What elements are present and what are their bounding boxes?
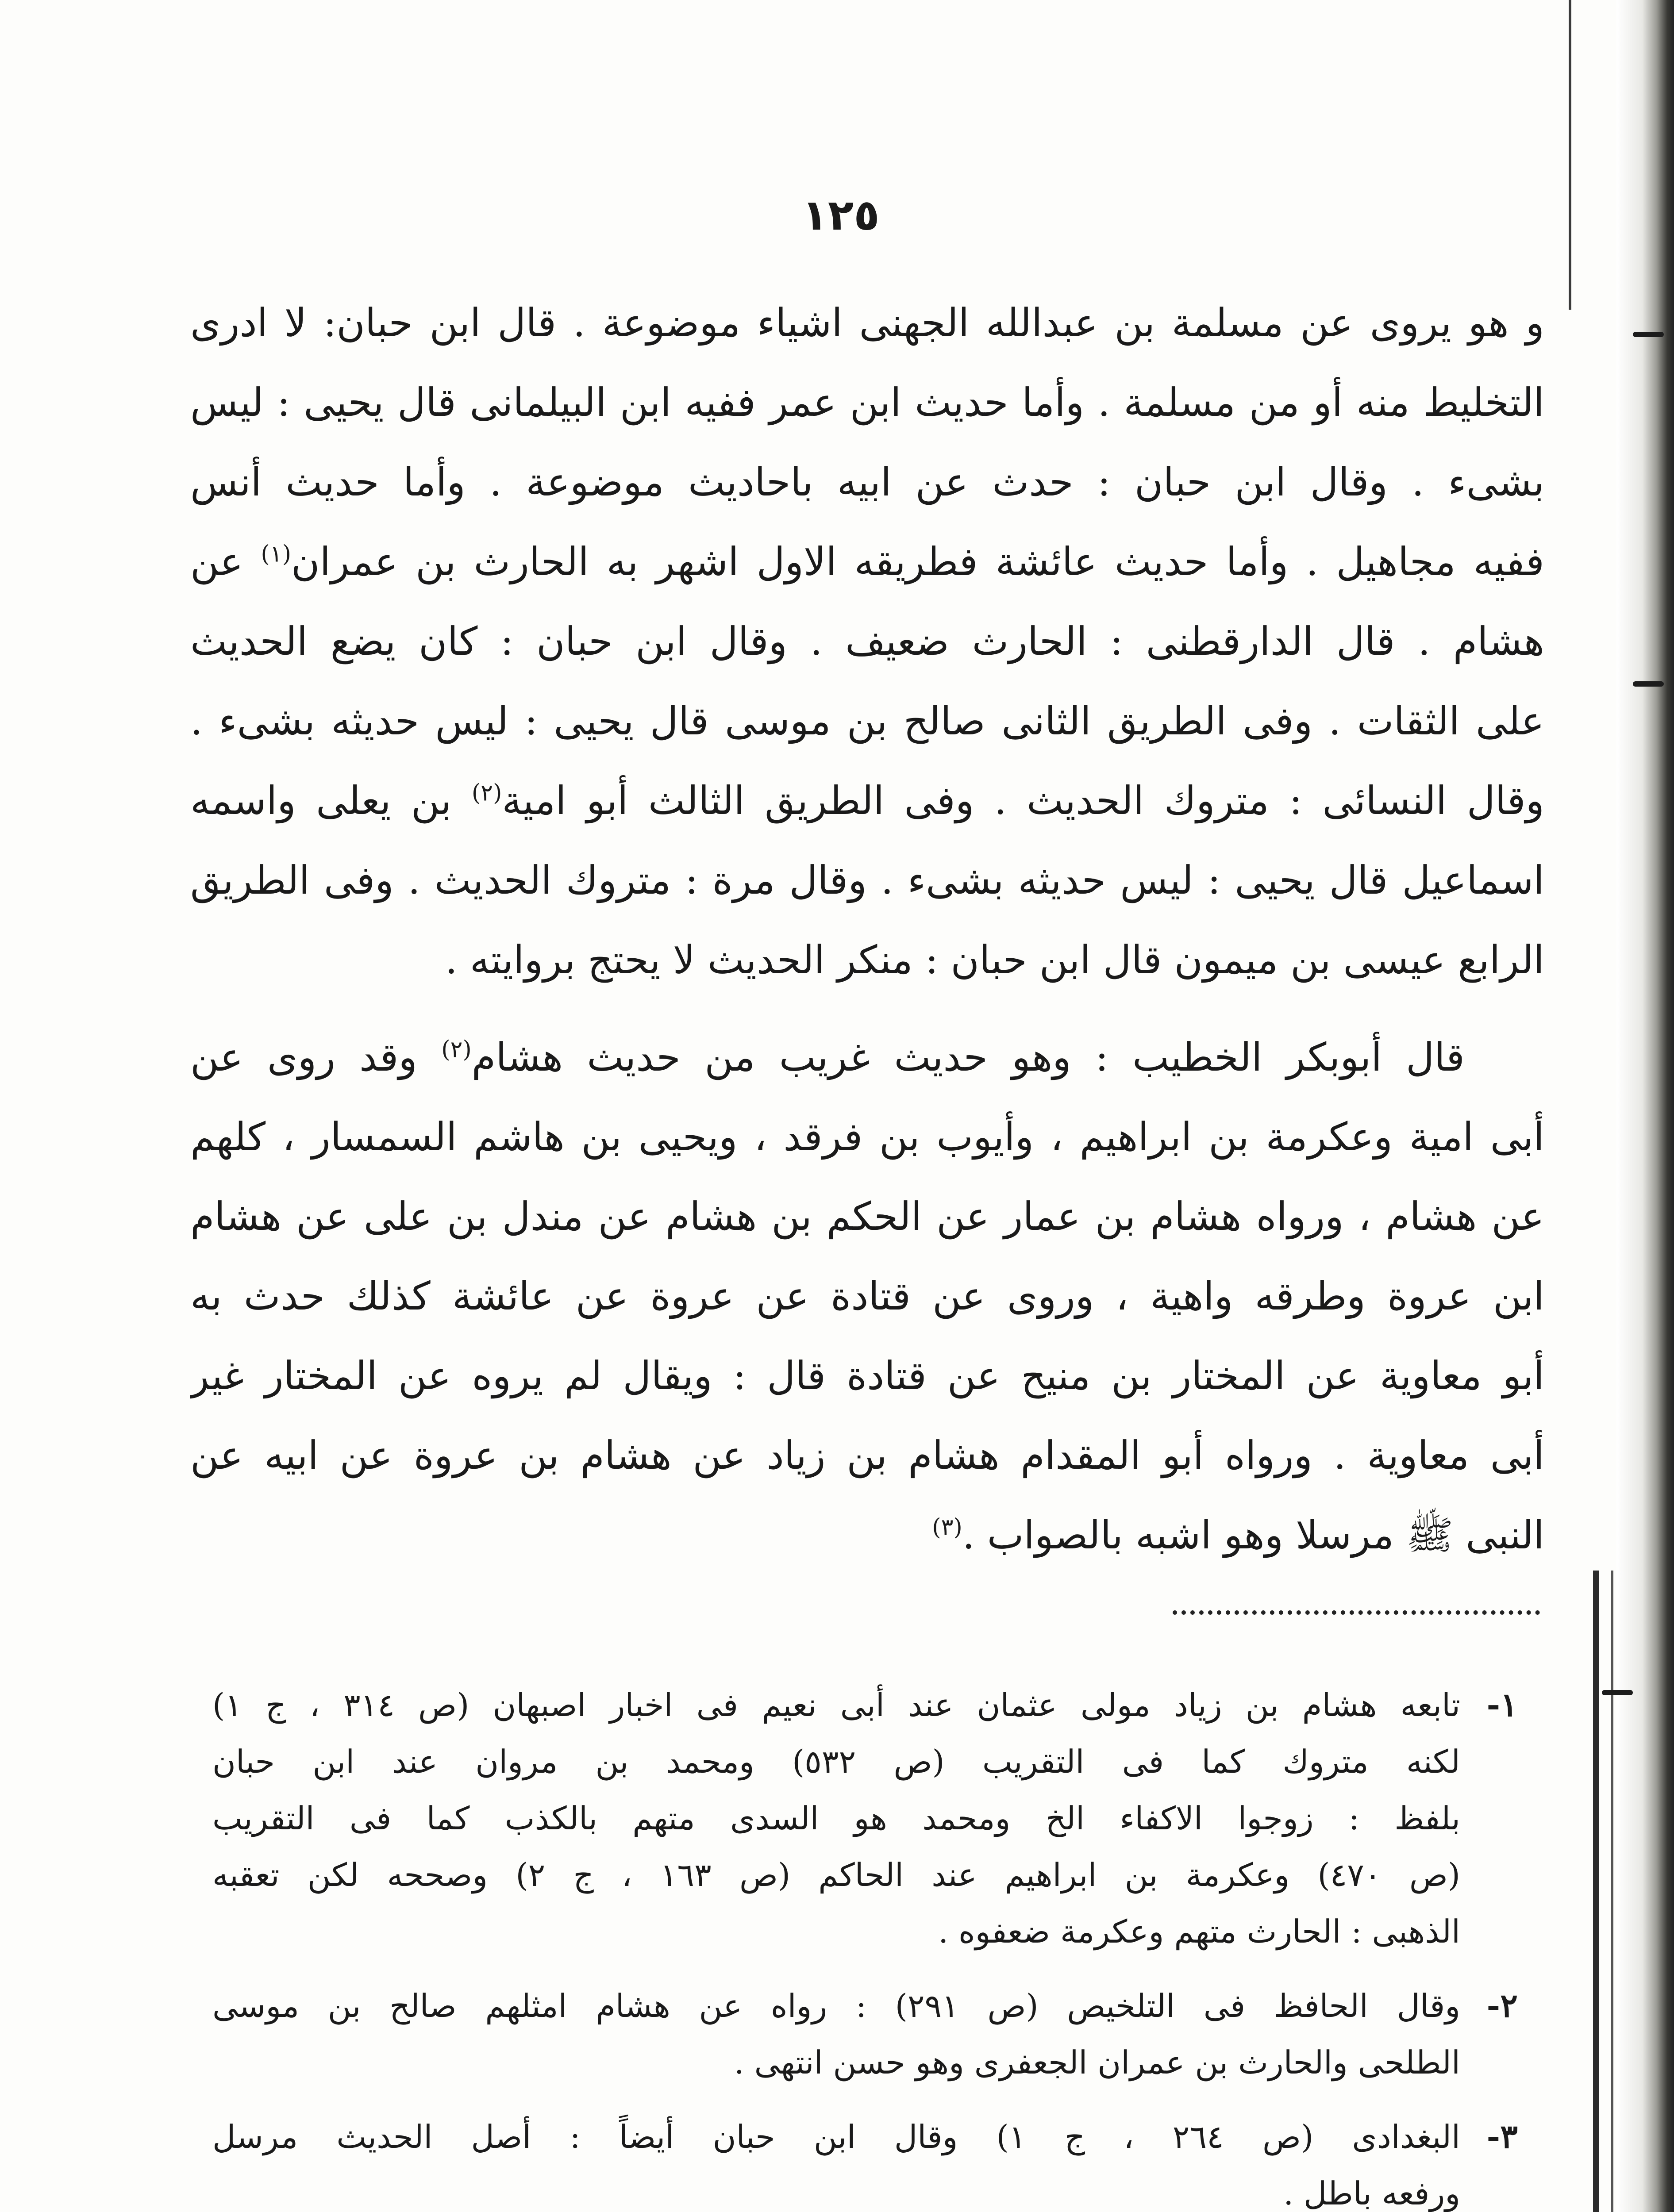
- text-line: اسماعيل قال يحيى : ليس حديثه بشىء . وقال مرة : متروك الحديث . وفى الطريق: [190, 857, 1544, 903]
- footnote: [212, 1978, 1518, 2091]
- text-line: عن هشام ، ورواه هشام بن عمار عن الحكم بن هشام عن مندل بن على عن هشام: [190, 1194, 1544, 1239]
- margin-mark: [1602, 1690, 1633, 1695]
- text-segment: عن: [190, 539, 243, 584]
- footnote-line: وقال الحافظ فى التلخيص (ص ٢٩١) : رواه عن هشام امثلهم صالح بن موسى: [212, 1987, 1460, 2024]
- text-line: [190, 1018, 1544, 1097]
- footnote-line: بلفظ : زوجوا الاكفاء الخ ومحمد هو السدى متهم بالكذب كما فى التقريب: [212, 1800, 1460, 1837]
- text-segment: قال أبوبكر الخطيب : وهو حديث غريب من حديث هشام: [471, 1034, 1465, 1080]
- text-line: و هو يروى عن مسلمة بن عبدالله الجهنى اشياء موضوعة . قال ابن حبان: لا ادرى: [190, 300, 1544, 346]
- footnote-body: [212, 1978, 1460, 2091]
- binding-edge-line: [1593, 1571, 1599, 2212]
- footnote-ref: (٣): [932, 1514, 962, 1541]
- footnote-ref: (١): [261, 541, 292, 568]
- footnote: [212, 2108, 1518, 2212]
- text-line: أبى معاوية . ورواه أبو المقدام هشام بن زياد عن هشام بن عروة عن ابيه عن: [190, 1432, 1544, 1478]
- text-line: [190, 761, 1544, 841]
- text-line: أبو معاوية عن المختار بن منيح عن قتادة قال : ويقال لم يروه عن المختار غير: [190, 1353, 1544, 1398]
- text-segment: وقد روى عن: [190, 1034, 417, 1080]
- margin-mark: [1633, 332, 1664, 337]
- footnote-line: لكنه متروك كما فى التقريب (ص ٥٣٢) ومحمد بن مروان عند ابن حبان: [212, 1743, 1460, 1780]
- footnotes: [212, 1677, 1518, 2212]
- text-line: [190, 1495, 1544, 1575]
- footnote-line: (ص ٤٧٠) وعكرمة بن ابراهيم عند الحاكم (ص ١٦٣ ، ج ٢) وصححه لكن تعقبه: [212, 1856, 1460, 1893]
- text-line: [190, 522, 1544, 602]
- text-line: التخليط منه أو من مسلمة . وأما حديث ابن عمر ففيه ابن البيلمانى قال يحيى : ليس: [190, 380, 1544, 425]
- footnote-body: [212, 2108, 1460, 2212]
- text-line: على الثقات . وفى الطريق الثانى صالح بن موسى قال يحيى : ليس حديثه بشىء .: [190, 698, 1544, 744]
- footnote-line: الطلحى والحارث بن عمران الجعفرى وهو حسن انتهى .: [734, 2044, 1460, 2081]
- text-line: بشىء . وقال ابن حبان : حدث عن ابيه باحاديث موضوعة . وأما حديث أنس: [190, 459, 1544, 505]
- footnote-line: تابعه هشام بن زياد مولى عثمان عند أبى نعيم فى اخبار اصبهان (ص ٣١٤ ، ج ١): [212, 1686, 1460, 1724]
- text-line: ابن عروة وطرقه واهية ، وروى عن قتادة عن عروة عن عائشة كذلك حدث به: [190, 1273, 1544, 1319]
- footnote-ref: (٢): [471, 780, 502, 806]
- footnote-number: ٣-: [1486, 2118, 1518, 2156]
- footnote-separator: [1173, 1610, 1540, 1615]
- footnote-line: ورفعه باطل .: [1283, 2175, 1460, 2212]
- margin-mark: [1633, 681, 1664, 687]
- text-line: الرابع عيسى بن ميمون قال ابن حبان : منكر الحديث لا يحتج بروايته .: [445, 937, 1544, 983]
- paragraph-gap: [190, 1000, 1544, 1018]
- page-number: ١٢٥: [802, 190, 880, 240]
- text-segment: ففيه مجاهيل . وأما حديث عائشة فطريقه الاول اشهر به الحارث بن عمران: [291, 539, 1544, 584]
- text-segment: بن يعلى واسمه: [190, 778, 452, 823]
- binding-edge-line: [1611, 1571, 1613, 2212]
- footnote: [212, 1677, 1518, 1960]
- text-line: أبى امية وعكرمة بن ابراهيم ، وأيوب بن فرقد ، ويحيى بن هاشم السمسار ، كلهم: [190, 1114, 1544, 1160]
- footnote-number: ١-: [1486, 1686, 1518, 1724]
- footnote-ref: (٢): [441, 1036, 472, 1063]
- main-text: [190, 283, 1544, 1575]
- footnote-line: البغدادى (ص ٢٦٤ ، ج ١) وقال ابن حبان أيضاً : أصل الحديث مرسل: [212, 2118, 1460, 2155]
- binding-edge-line: [1569, 0, 1571, 310]
- footnote-body: [212, 1677, 1460, 1960]
- footnote-number: ٢-: [1486, 1987, 1518, 2025]
- footnote-line: الذهبى : الحارث متهم وعكرمة ضعفوه .: [938, 1913, 1460, 1950]
- text-segment: النبى ﷺ مرسلا وهو اشبه بالصواب .: [962, 1512, 1544, 1558]
- text-segment: وقال النسائى : متروك الحديث . وفى الطريق الثالث أبو امية: [502, 778, 1544, 823]
- text-line: هشام . قال الدارقطنى : الحارث ضعيف . وقال ابن حبان : كان يضع الحديث: [190, 618, 1544, 664]
